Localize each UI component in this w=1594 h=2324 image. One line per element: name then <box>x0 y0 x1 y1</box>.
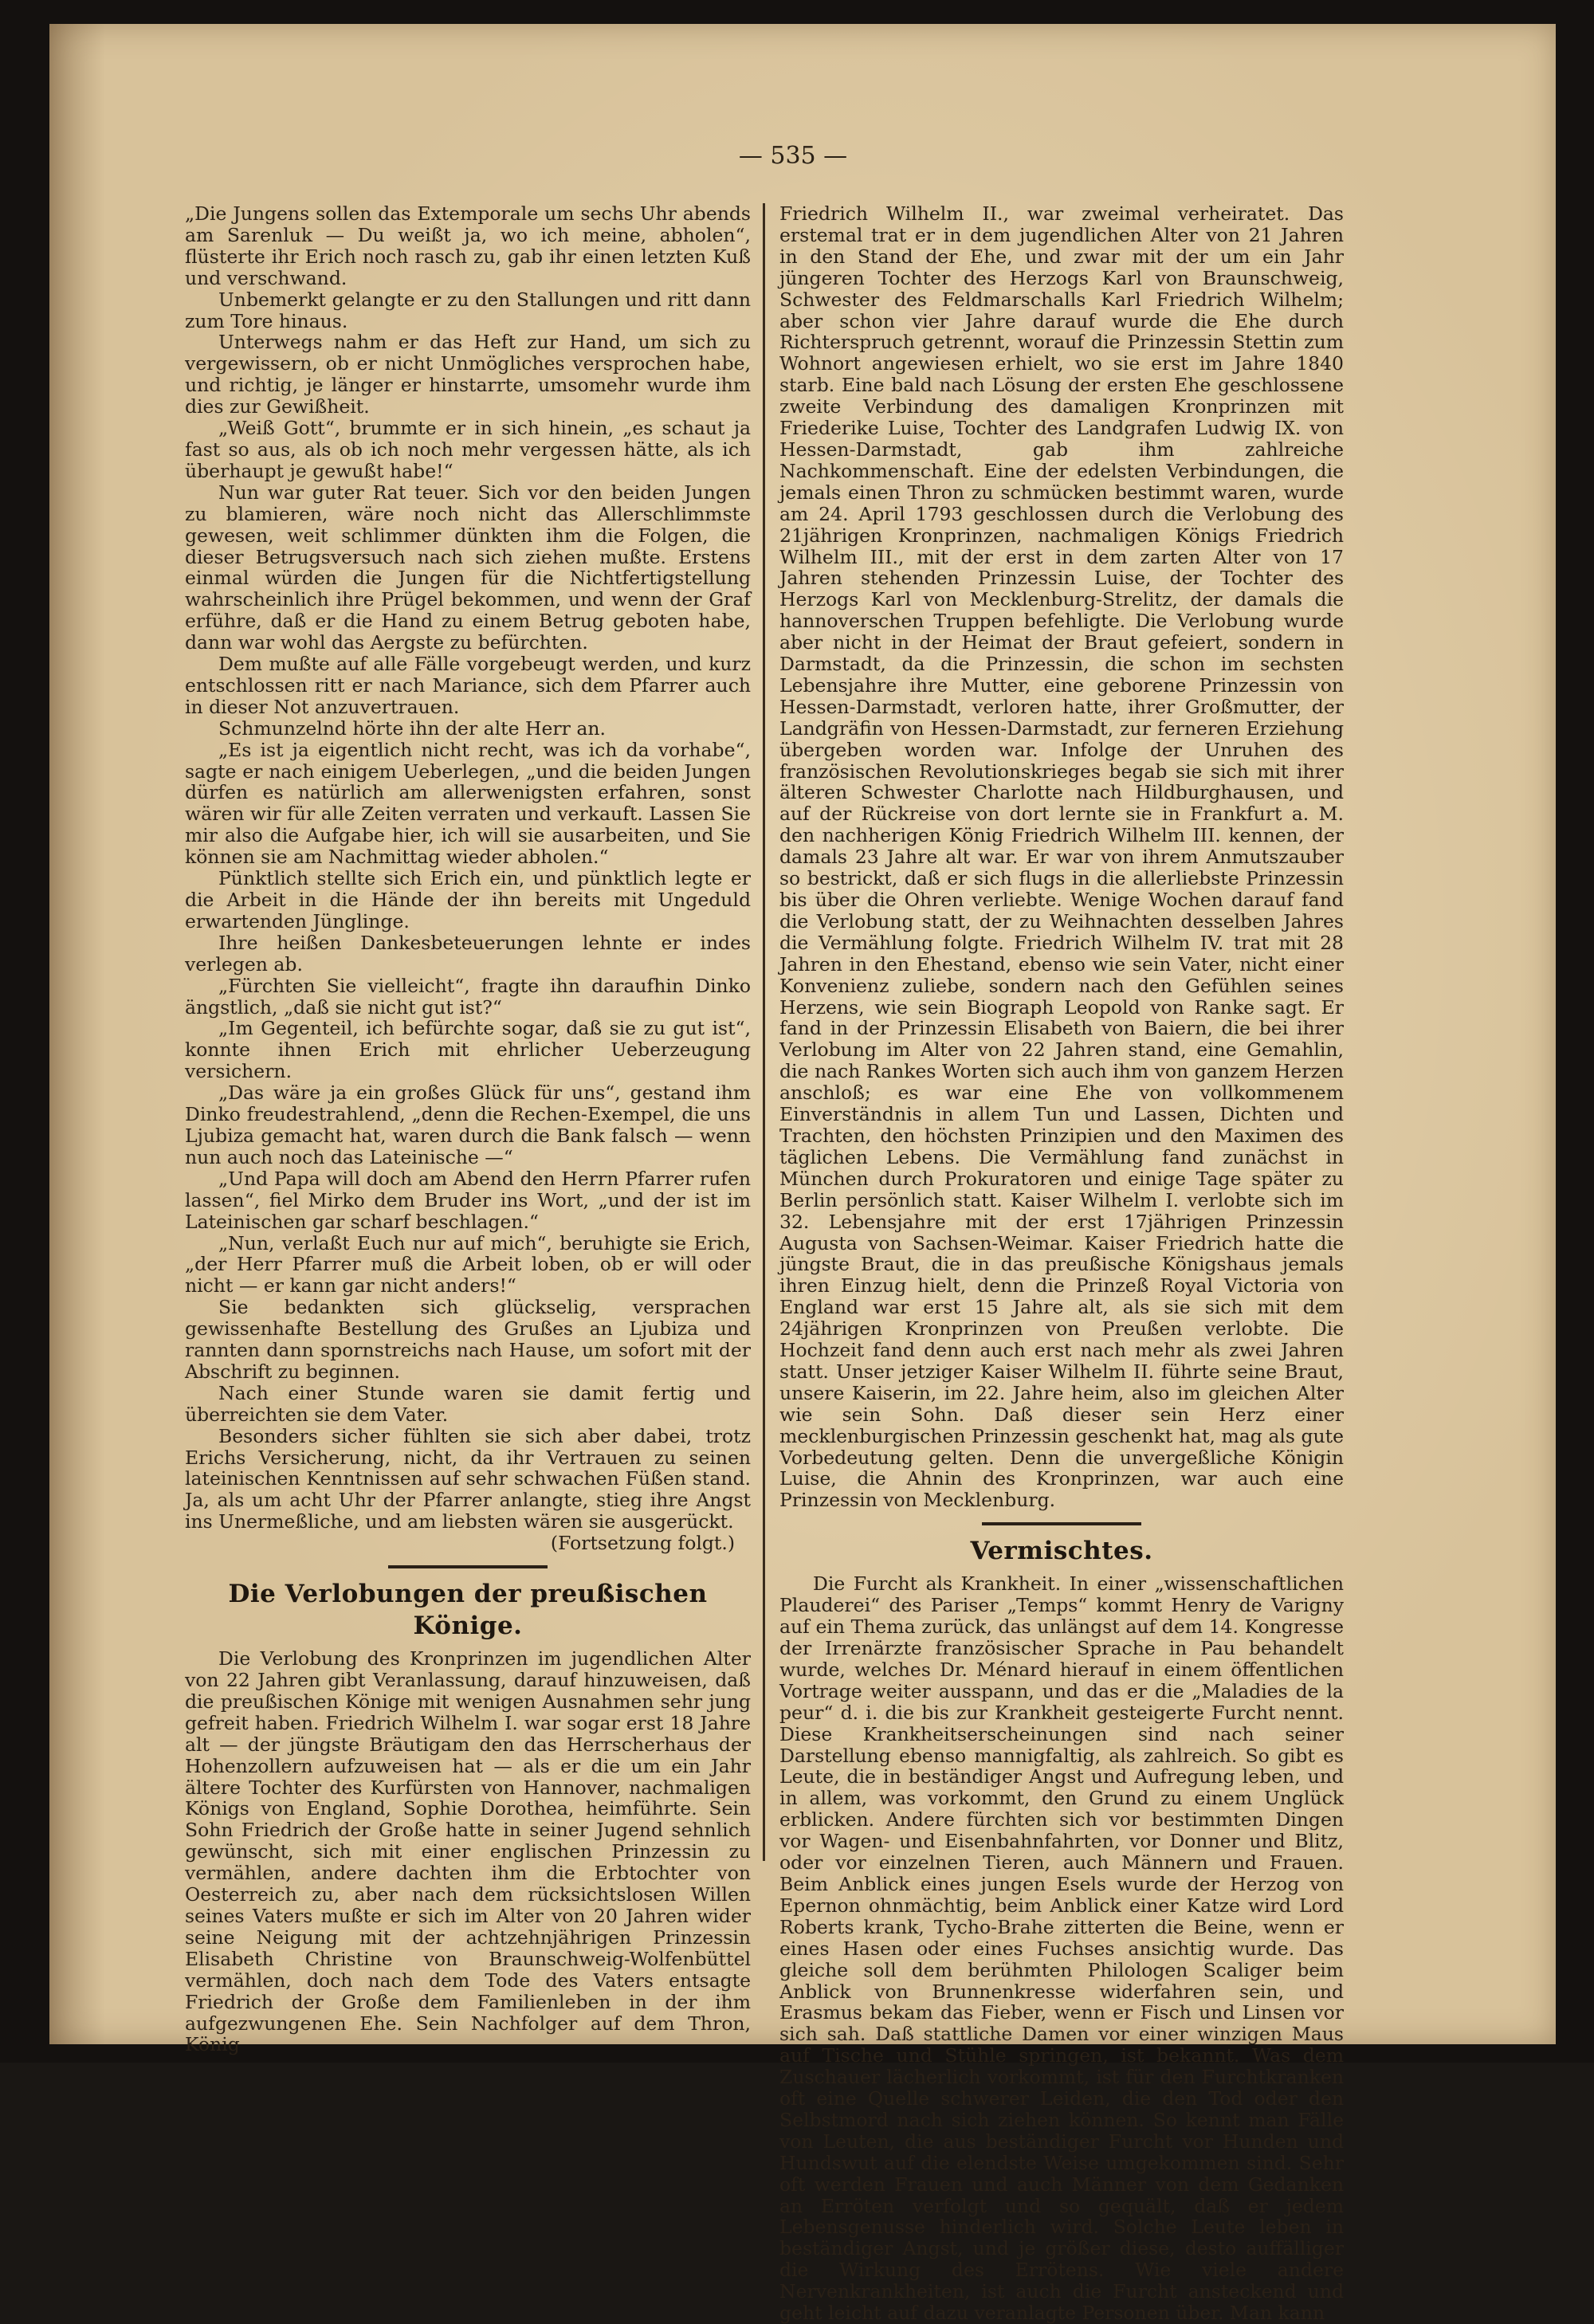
story-paragraph: „Fürchten Sie vielleicht“, fragte ihn daraufhin Dinko ängstlich, „daß sie nicht gut ist?“ <box>185 974 751 1019</box>
right-column <box>779 203 1344 2324</box>
misc-paragraph: Die Furcht als Krankheit. In einer „wissenschaftlichen Plauderei“ des Pariser „Temps“ kommt Henry de Varigny auf ein Thema zurück, das unlängst auf dem 14. Kongresse der Irrenärzte französischer Sprache in Pau behandelt wurde, welches Dr. Ménard hierauf in einem öffentlichen Vortrage weiter ausspann, und das er die „Maladies de la peur“ d. i. die bis zur Krankheit gesteigerte Furcht nennt. Diese Krankheitserscheinungen sind nach seiner Darstellung ebenso mannigfaltig, als zahlreich. So gibt es Leute, die in beständiger Angst und Aufregung leben, und in allem, was vorkommt, den Grund zu einem Unglück erblicken. Andere fürchten sich vor bestimmten Dingen vor Wagen- und Eisenbahnfahrten, vor Donner und Blitz, oder vor einzelnen Tieren, auch Männern und Frauen. Beim Anblick eines jungen Esels wurde der Herzog von Epernon ohnmächtig, beim Anblick einer Katze wird Lord Roberts krank, Tycho-Brahe zitterten die Beine, wenn er eines Hasen oder eines Fuchses ansichtig wurde. Das gleiche soll dem berühmten Philologen Scaliger beim Anblick von Brunnenkresse widerfahren sein, und Erasmus bekam das Fieber, wenn er Fisch und Linsen vor sich sah. Daß stattliche Damen vor einer winzigen Maus auf Tische und Stühle springen, ist bekannt. Was dem Zuschauer lächerlich vorkommt, ist für den Furchtkranken oft eine Quelle schwerer Leiden, die den Tod oder den Selbstmord nach sich ziehen können. So kennt man Fälle von Leuten, die aus beständiger Furcht vor Hunden und Hundswut auf die elendste Weise umgekommen sind. Sehr oft werden Frauen und auch Männer von dem Gedanken an Erröten verfolgt und so gequält, daß er jedem Lebensgenusse hinderlich wird. Solche Leute leben in beständiger Angst, und je größer diese, desto auffälliger die Wirkung des Errötens. Wie viele andere Nervenkrankheiten, ist auch die Furcht ansteckend und geht leicht auf dazu veranlagte Personen über. Man kann <box>779 1572 1344 2324</box>
story-paragraph: Besonders sicher fühlten sie sich aber dabei, trotz Erichs Versicherung, nicht, da ihr Vertrauen zu seinen lateinischen Kenntnissen auf sehr schwachen Füßen stand. Ja, als um acht Uhr der Pfarrer anlangte, stieg ihre Angst ins Unermeßliche, und am liebsten wären sie ausgerückt. <box>185 1424 751 1533</box>
story-paragraph: Schmunzelnd hörte ihn der alte Herr an. <box>218 716 606 740</box>
story-paragraph: Pünktlich stellte sich Erich ein, und pünktlich legte er die Arbeit in die Hände der ihn bereits mit Ungeduld erwartenden Jünglinge. <box>185 867 751 932</box>
article-paragraph: Friedrich Wilhelm II., war zweimal verheiratet. Das erstemal trat er in dem jugendlichen Alter von 21 Jahren in den Stand der Ehe, und zwar mit der um ein Jahr jüngeren Tochter des Herzogs Karl von Braunschweig, Schwester des Feldmarschalls Karl Friedrich Wilhelm; aber schon vier Jahre darauf wurde die Ehe durch Richterspruch getrennt, worauf die Prinzessin Stettin zum Wohnort angewiesen erhielt, wo sie erst im Jahre 1840 starb. Eine bald nach Lösung der ersten Ehe geschlossene zweite Verbindung des damaligen Kronprinzen mit Friederike Luise, Tochter des Landgrafen Ludwig IX. von Hessen-Darmstadt, gab ihm zahlreiche Nachkommenschaft. Eine der edelsten Verbindungen, die jemals einen Thron zu schmücken bestimmt waren, wurde am 24. April 1793 geschlossen durch die Verlobung des 21jährigen Kronprinzen, nachmaligen Königs Friedrich Wilhelm III., mit der erst in dem zarten Alter von 17 Jahren stehenden Prinzessin Luise, der Tochter des Herzogs Karl von Mecklenburg-Strelitz, der damals die hannoverschen Truppen befehligte. Die Verlobung wurde aber nicht in der Heimat der Braut gefeiert, sondern in Darmstadt, da die Prinzessin, die schon im sechsten Lebensjahre ihre Mutter, eine geborene Prinzessin von Hessen-Darmstadt, verloren hatte, ihrer Großmutter, der Landgräfin von Hessen-Darmstadt, zur ferneren Erziehung übergeben worden war. Infolge der Unruhen des französischen Revolutionskrieges begab sie sich mit ihrer älteren Schwester Charlotte nach Hildburghausen, und auf der Rückreise von dort lernte sie in Frankfurt a. M. den nachherigen König Friedrich Wilhelm III. kennen, der damals 23 Jahre alt war. Er war von ihrem Anmutszauber so bestrickt, daß er sich flugs in die allerliebste Prinzessin bis über die Ohren verliebte. Wenige Wochen darauf fand die Verlobung statt, der zu Weihnachten desselben Jahres die Vermählung folgte. Friedrich Wilhelm IV. trat mit 28 Jahren in den Ehestand, ebenso wie sein Vater, nicht einer Konvenienz zuliebe, sondern nach den Gefühlen seines Herzens, wie sein Biograph Leopold von Ranke sagt. Er fand in der Prinzessin Elisabeth von Baiern, die bei ihrer Verlobung im Alter von 22 Jahren stand, eine Gemahlin, die nach Rankes Worten sich auch ihm von ganzem Herzen anschloß; es war eine Ehe von vollkommenem Einverständnis in allem Tun und Lassen, Dichten und Trachten, den höchsten Prinzipien und den Maximen des täglichen Lebens. Die Vermählung fand zunächst in München durch Prokuratoren und einige Tage später zu Berlin persönlich statt. Kaiser Wilhelm I. verlobte sich im 32. Lebensjahre mit der erst 17jährigen Prinzessin Augusta von Sachsen-Weimar. Kaiser Friedrich hatte die jüngste Braut, die in das preußische Königshaus jemals ihren Einzug hielt, denn die Prinzeß Royal Victoria von England war erst 15 Jahre alt, als sie sich mit dem 24jährigen Kronprinzen von Preußen verlobte. Die Hochzeit fand denn auch erst nach mehr als zwei Jahren statt. Unser jetziger Kaiser Wilhelm II. führte seine Braut, unsere Kaiserin, im 22. Jahre heim, also im gleichen Alter wie sein Sohn. Daß dieser sein Herz einer mecklenburgischen Prinzessin geschenkt hat, mag als gute Vorbedeutung gelten. Denn die unvergeßliche Königin Luise, die Ahnin des Kronprinzen, war auch eine Prinzessin von Mecklenburg. <box>779 202 1344 1512</box>
article-heading: Die Verlobungen der preußischen Könige. <box>228 1580 708 1641</box>
story-paragraph: Ihre heißen Dankesbeteuerungen lehnte er indes verlegen ab. <box>185 931 751 976</box>
story-paragraph: „Im Gegenteil, ich befürchte sogar, daß sie zu gut ist“, konnte ihnen Erich mit ehrlicher Ueberzeugung versichern. <box>185 1017 751 1083</box>
story-paragraph: „Es ist ja eigentlich nicht recht, was ich da vorhabe“, sagte er nach einigem Ueberlegen, „und die beiden Jungen dürfen es natürlich am allerwenigsten erfahren, sonst wären wir für alle Zeiten verraten und verkauft. Lassen Sie mir also die Aufgabe hier, ich will sie ausarbeiten, und Sie können sie am Nachmittag wieder abholen.“ <box>185 738 751 869</box>
story-paragraph: Sie bedankten sich glückselig, versprachen gewissenhafte Bestellung des Grußes an Ljubiza und rannten dann spornstreichs nach Hause, um sofort mit der Abschrift zu beginnen. <box>185 1296 751 1383</box>
continuation-note: (Fortsetzung folgt.) <box>550 1532 735 1555</box>
story-paragraph: Unbemerkt gelangte er zu den Stallungen und ritt dann zum Tore hinaus. <box>185 288 751 332</box>
section-separator <box>388 1565 548 1568</box>
story-paragraph: „Nun, verlaßt Euch nur auf mich“, beruhigte sie Erich, „der Herr Pfarrer muß die Arbeit loben, ob er will oder nicht — er kann gar nicht anders!“ <box>185 1231 751 1297</box>
page-number: — 535 — <box>738 142 848 170</box>
story-paragraph: Nach einer Stunde waren sie damit fertig und überreichten sie dem Vater. <box>185 1381 751 1426</box>
story-paragraph: „Das wäre ja ein großes Glück für uns“, gestand ihm Dinko freudestrahlend, „denn die Rechen-Exempel, die uns Ljubiza gemacht hat, waren durch die Bank falsch — wenn nun auch noch das Lateinische —“ <box>185 1082 751 1168</box>
article-paragraph: Die Verlobung des Kronprinzen im jugendlichen Alter von 22 Jahren gibt Veranlassung, darauf hinzuweisen, daß die preußischen Könige mit wenigen Ausnahmen sehr jung gefreit haben. Friedrich Wilhelm I. war sogar erst 18 Jahre alt — der jüngste Bräutigam den das Herrscherhaus der Hohenzollern aufzuweisen hat — als er die um ein Jahr ältere Tochter des Kurfürsten von Hannover, nachmaligen Königs von England, Sophie Dorothea, heimführte. Sein Sohn Friedrich der Große hatte in seiner Jugend sehnlich gewünscht, sich mit einer englischen Prinzessin zu vermählen, andere dachten ihm die Erbtochter von Oesterreich zu, aber nach dem rücksichtslosen Willen seines Vaters mußte er sich im Alter von 20 Jahren wider seine Neigung mit der achtzehnjährigen Prinzessin Elisabeth Christine von Braunschweig-Wolfenbüttel vermählen, doch nach dem Tode des Vaters entsagte Friedrich der Große dem Familienleben in der ihm aufgezwungenen Ehe. Sein Nachfolger auf dem Thron, König <box>185 1647 751 2056</box>
column-rule <box>763 203 765 1861</box>
story-paragraph: „Die Jungens sollen das Extemporale um sechs Uhr abends am Sarenluk — Du weißt ja, wo ich meine, abholen“, flüsterte ihr Erich noch rasch zu, gab ihr einen letzten Kuß und verschwand. <box>185 202 751 289</box>
misc-heading: Vermischtes. <box>970 1537 1153 1566</box>
story-paragraph: Nun war guter Rat teuer. Sich vor den beiden Jungen zu blamieren, wäre noch nicht das Allerschlimmste gewesen, weit schlimmer dünkten ihm die Folgen, die dieser Betrugsversuch nach sich ziehen mußte. Erstens einmal würden die Jungen für die Nichtfertigstellung wahrscheinlich ihre Prügel bekommen, und wenn der Graf erführe, daß er die Hand zu einem Betrug geboten habe, dann war wohl das Aergste zu befürchten. <box>185 481 751 654</box>
section-separator <box>982 1522 1141 1525</box>
story-paragraph: Unterwegs nahm er das Heft zur Hand, um sich zu vergewissern, ob er nicht Unmögliches versprochen habe, und richtig, je länger er hinstarrte, umsomehr wurde ihm dies zur Gewißheit. <box>185 331 751 418</box>
left-column <box>185 203 751 2055</box>
story-paragraph: Dem mußte auf alle Fälle vorgebeugt werden, und kurz entschlossen ritt er nach Mariance, sich dem Pfarrer auch in dieser Not anzuvertrauen. <box>185 653 751 718</box>
story-paragraph: „Weiß Gott“, brummte er in sich hinein, „es schaut ja fast so aus, als ob ich noch mehr vergessen hätte, als ich überhaupt je gewußt habe!“ <box>185 417 751 482</box>
story-paragraph: „Und Papa will doch am Abend den Herrn Pfarrer rufen lassen“, fiel Mirko dem Bruder ins Wort, „und der ist im Lateinischen gar scharf beschlagen.“ <box>185 1167 751 1233</box>
